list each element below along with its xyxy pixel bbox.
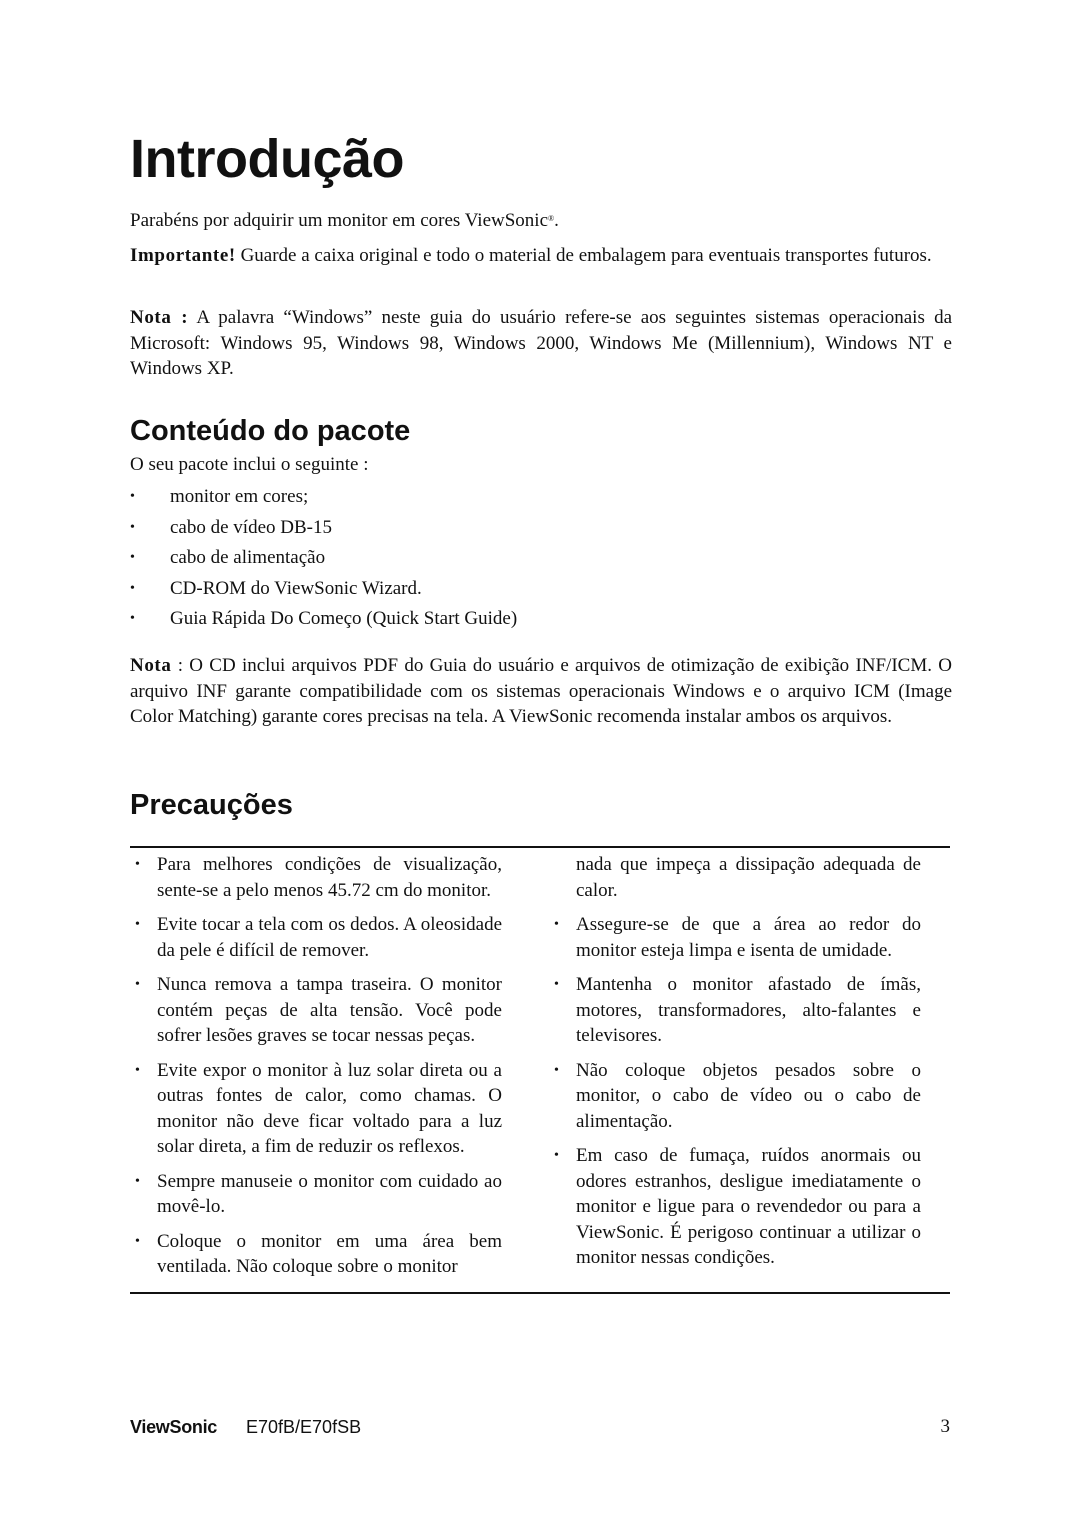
list-item: • cabo de vídeo DB-15	[130, 515, 517, 546]
important-paragraph	[130, 243, 952, 269]
precaution-item: • Evite tocar a tela com os dedos. A oleosidade da pele é difícil de remover.	[130, 912, 502, 963]
note-label: Nota :	[130, 307, 189, 328]
note-paragraph	[130, 305, 952, 382]
package-note	[130, 653, 952, 730]
precaution-item: • Em caso de fumaça, ruídos anormais ou odores estranhos, desligue imediatamente o monitor e ligue para o revendedor ou para a ViewSonic. É perigoso continuar a utilizar o monitor nessas condições.	[549, 1143, 921, 1271]
page-number: 3	[940, 1416, 950, 1437]
bottom-rule	[130, 1292, 950, 1294]
package-heading: Conteúdo do pacote	[130, 415, 411, 447]
list-item: • monitor em cores;	[130, 484, 517, 515]
precautions-right-column	[549, 852, 921, 1280]
precaution-item: • Evite expor o monitor à luz solar direta ou a outras fontes de calor, como chamas. O monitor não deve ficar voltado para a luz solar direta, a fim de reduzir os reflexos.	[130, 1058, 502, 1160]
precaution-continuation: nada que impeça a dissipação adequada de calor.	[576, 854, 921, 901]
important-label: Importante!	[130, 245, 236, 266]
list-item: • Guia Rápida Do Começo (Quick Start Guide)	[130, 606, 517, 637]
precautions-left-column	[130, 852, 502, 1289]
page-title: Introdução	[130, 129, 404, 189]
precaution-item: • Coloque o monitor em uma área bem ventilada. Não coloque sobre o monitor	[130, 1229, 502, 1280]
precautions-heading: Precauções	[130, 789, 293, 821]
precaution-item: • Mantenha o monitor afastado de ímãs, motores, transformadores, alto-falantes e televisores.	[549, 972, 921, 1049]
package-note-text: : O CD inclui arquivos PDF do Guia do usuário e arquivos de otimização de exibição INF/ICM. O arquivo INF garante compatibilidade com os sistemas operacionais Windows e o arquivo ICM (Image Color Matching) garante cores precisas na tela. A ViewSonic recomenda instalar ambos os arquivos.	[130, 655, 952, 727]
intro-congrats	[130, 206, 952, 234]
important-text: Guarde a caixa original e todo o material de embalagem para eventuais transportes futuros.	[235, 245, 932, 266]
congrats-end: .	[554, 210, 559, 231]
precaution-item: • Sempre manuseie o monitor com cuidado ao movê-lo.	[130, 1169, 502, 1220]
package-list	[130, 484, 517, 637]
registered-mark: ®	[548, 214, 555, 223]
precaution-item: • Assegure-se de que a área ao redor do monitor esteja limpa e isenta de umidade.	[549, 912, 921, 963]
package-note-label: Nota	[130, 655, 172, 676]
precaution-item: • Nunca remova a tampa traseira. O monitor contém peças de alta tensão. Você pode sofrer lesões graves se tocar nessas peças.	[130, 972, 502, 1049]
top-rule	[130, 846, 950, 848]
precaution-item: • Para melhores condições de visualização, sente-se a pelo menos 45.72 cm do monitor.	[130, 852, 502, 903]
list-item: • CD-ROM do ViewSonic Wizard.	[130, 576, 517, 607]
list-item: • cabo de alimentação	[130, 545, 517, 576]
footer-model: E70fB/E70fSB	[246, 1417, 362, 1437]
footer-brand: ViewSonic	[130, 1417, 218, 1437]
precaution-item: • Não coloque objetos pesados sobre o monitor, o cabo de vídeo ou o cabo de alimentação.	[549, 1058, 921, 1135]
note-text: A palavra “Windows” neste guia do usuário refere-se aos seguintes sistemas operacionais da Microsoft: Windows 95, Windows 98, Windows 2000, Windows Me (Millennium), Windows NT e Windows XP.	[130, 307, 952, 379]
congrats-text: Parabéns por adquirir um monitor em cores ViewSonic	[130, 210, 548, 231]
package-lead: O seu pacote inclui o seguinte :	[130, 454, 369, 475]
